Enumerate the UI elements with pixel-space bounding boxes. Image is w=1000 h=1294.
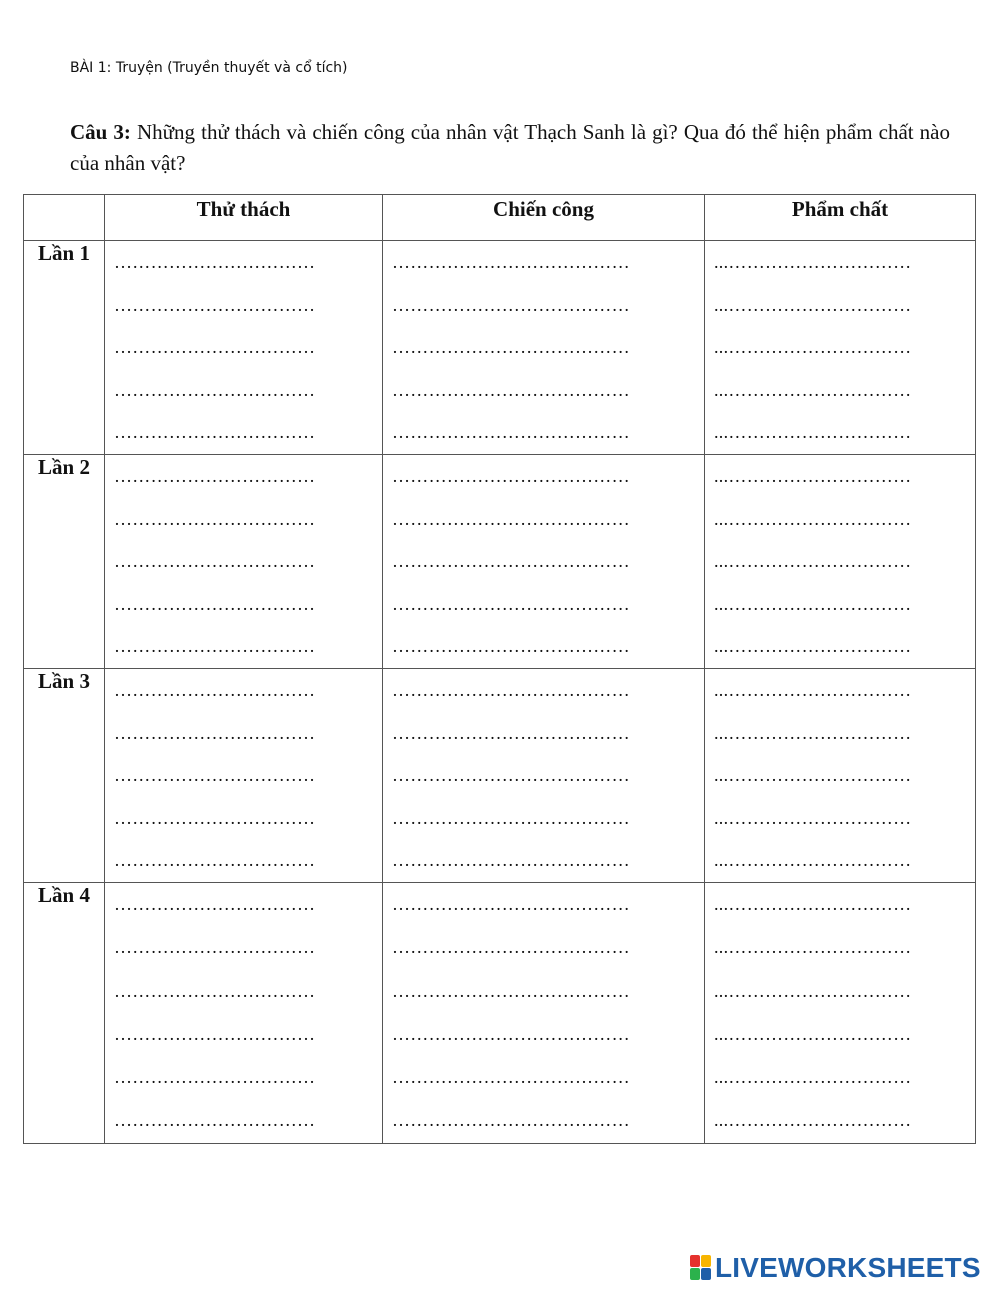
answer-cell-pham-chat[interactable] — [705, 668, 976, 882]
dotted-answer-line[interactable]: …………………………… — [114, 508, 316, 529]
dotted-answer-line[interactable]: ………………………………… — [392, 679, 630, 700]
dotted-answer-line[interactable]: ...………………………… — [714, 850, 912, 871]
header-pham-chat: Phẩm chất — [705, 195, 976, 241]
dotted-answer-line[interactable]: ………………………………… — [392, 508, 630, 529]
question-label: Câu 3: — [70, 120, 131, 144]
answer-cell-pham-chat[interactable] — [705, 454, 976, 668]
answer-cell-thu-thach[interactable] — [105, 668, 383, 882]
dotted-answer-line[interactable]: ………………………………… — [392, 1023, 630, 1044]
row-label: Lần 1 — [24, 241, 105, 455]
dotted-answer-line[interactable]: ………………………………… — [392, 337, 630, 358]
dotted-answer-line[interactable]: ...………………………… — [714, 807, 912, 828]
dotted-answer-line[interactable]: …………………………… — [114, 1110, 316, 1131]
dotted-answer-line[interactable]: ...………………………… — [714, 551, 912, 572]
dotted-answer-line[interactable]: …………………………… — [114, 252, 316, 272]
answer-table — [23, 194, 976, 1144]
dotted-answer-line[interactable]: …………………………… — [114, 551, 316, 572]
answer-cell-pham-chat[interactable] — [705, 241, 976, 455]
table-row — [24, 454, 976, 668]
dotted-answer-line[interactable]: ...………………………… — [714, 508, 912, 529]
dotted-answer-line[interactable]: …………………………… — [114, 679, 316, 700]
table-row — [24, 882, 976, 1143]
dotted-answer-line[interactable]: ………………………………… — [392, 252, 630, 272]
liveworksheets-text: LIVEWORKSHEETS — [715, 1252, 981, 1283]
table-row — [24, 668, 976, 882]
header-thu-thach: Thử thách — [105, 195, 383, 241]
dotted-answer-line[interactable]: …………………………… — [114, 294, 316, 315]
dotted-answer-line[interactable]: ...………………………… — [714, 1023, 912, 1044]
dotted-answer-line[interactable]: …………………………… — [114, 465, 316, 486]
dotted-answer-line[interactable]: …………………………… — [114, 636, 316, 657]
row-label: Lần 4 — [24, 882, 105, 1143]
row-label: Lần 2 — [24, 454, 105, 668]
dotted-answer-line[interactable]: …………………………… — [114, 379, 316, 400]
dotted-answer-line[interactable]: ...………………………… — [714, 722, 912, 743]
dotted-answer-line[interactable]: ………………………………… — [392, 551, 630, 572]
dotted-answer-line[interactable]: ...………………………… — [714, 1110, 912, 1131]
answer-cell-thu-thach[interactable] — [105, 241, 383, 455]
dotted-answer-line[interactable]: …………………………… — [114, 850, 316, 871]
dotted-answer-line[interactable]: ………………………………… — [392, 465, 630, 486]
dotted-answer-line[interactable]: ………………………………… — [392, 379, 630, 400]
answer-cell-chien-cong[interactable] — [383, 241, 705, 455]
dotted-answer-line[interactable]: …………………………… — [114, 807, 316, 828]
dotted-answer-line[interactable]: ...………………………… — [714, 937, 912, 958]
dotted-answer-line[interactable]: ...………………………… — [714, 422, 912, 443]
dotted-answer-line[interactable]: ...………………………… — [714, 465, 912, 486]
row-label: Lần 3 — [24, 668, 105, 882]
question-text — [70, 117, 950, 179]
dotted-answer-line[interactable]: ………………………………… — [392, 1067, 630, 1088]
dotted-answer-line[interactable]: …………………………… — [114, 937, 316, 958]
header-empty — [24, 195, 105, 241]
dotted-answer-line[interactable]: ………………………………… — [392, 765, 630, 786]
dotted-answer-line[interactable]: ...………………………… — [714, 593, 912, 614]
dotted-answer-line[interactable]: …………………………… — [114, 893, 316, 914]
dotted-answer-line[interactable]: ………………………………… — [392, 850, 630, 871]
dotted-answer-line[interactable]: ………………………………… — [392, 980, 630, 1001]
answer-cell-chien-cong[interactable] — [383, 454, 705, 668]
dotted-answer-line[interactable]: …………………………… — [114, 722, 316, 743]
dotted-answer-line[interactable]: ...………………………… — [714, 765, 912, 786]
liveworksheets-logo — [690, 1251, 981, 1285]
dotted-answer-line[interactable]: ………………………………… — [392, 422, 630, 443]
dotted-answer-line[interactable]: ...………………………… — [714, 980, 912, 1001]
dotted-answer-line[interactable]: …………………………… — [114, 337, 316, 358]
dotted-answer-line[interactable]: ...………………………… — [714, 379, 912, 400]
answer-cell-thu-thach[interactable] — [105, 454, 383, 668]
dotted-answer-line[interactable]: ...………………………… — [714, 252, 912, 272]
header-chien-cong: Chiến công — [383, 195, 705, 241]
question-body: Những thử thách và chiến công của nhân vật Thạch Sanh là gì? Qua đó thể hiện phẩm chất nào của nhân vật? — [70, 120, 951, 175]
dotted-answer-line[interactable]: ...………………………… — [714, 337, 912, 358]
dotted-answer-line[interactable]: …………………………… — [114, 765, 316, 786]
answer-cell-chien-cong[interactable] — [383, 668, 705, 882]
dotted-answer-line[interactable]: ...………………………… — [714, 636, 912, 657]
page-header: BÀI 1: Truyện (Truyền thuyết và cổ tích) — [70, 60, 348, 76]
dotted-answer-line[interactable]: …………………………… — [114, 1023, 316, 1044]
table-header-row — [24, 195, 976, 241]
dotted-answer-line[interactable]: …………………………… — [114, 1067, 316, 1088]
dotted-answer-line[interactable]: ...………………………… — [714, 679, 912, 700]
dotted-answer-line[interactable]: ...………………………… — [714, 893, 912, 914]
liveworksheets-icon — [690, 1255, 712, 1281]
dotted-answer-line[interactable]: ………………………………… — [392, 294, 630, 315]
answer-cell-chien-cong[interactable] — [383, 882, 705, 1143]
dotted-answer-line[interactable]: ………………………………… — [392, 937, 630, 958]
dotted-answer-line[interactable]: ...………………………… — [714, 294, 912, 315]
answer-cell-thu-thach[interactable] — [105, 882, 383, 1143]
dotted-answer-line[interactable]: ………………………………… — [392, 807, 630, 828]
dotted-answer-line[interactable]: ...………………………… — [714, 1067, 912, 1088]
dotted-answer-line[interactable]: ………………………………… — [392, 1110, 630, 1131]
dotted-answer-line[interactable]: ………………………………… — [392, 893, 630, 914]
dotted-answer-line[interactable]: …………………………… — [114, 593, 316, 614]
dotted-answer-line[interactable]: …………………………… — [114, 980, 316, 1001]
dotted-answer-line[interactable]: ………………………………… — [392, 722, 630, 743]
dotted-answer-line[interactable]: …………………………… — [114, 422, 316, 443]
dotted-answer-line[interactable]: ………………………………… — [392, 593, 630, 614]
dotted-answer-line[interactable]: ………………………………… — [392, 636, 630, 657]
table-row — [24, 241, 976, 455]
answer-cell-pham-chat[interactable] — [705, 882, 976, 1143]
